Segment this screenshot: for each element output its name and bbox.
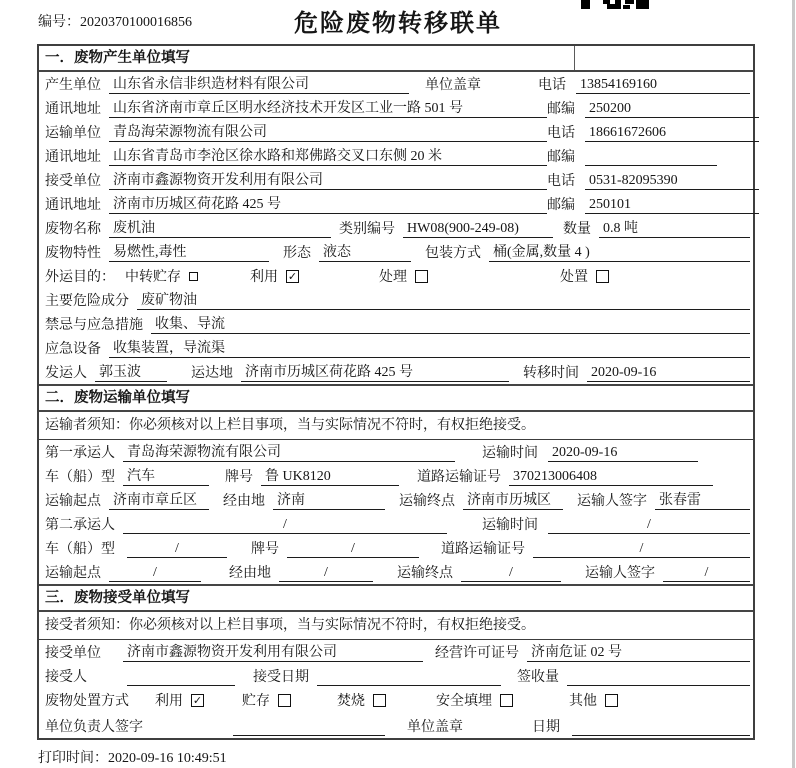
transfer-date-field[interactable]: 2020-09-16 [587,363,750,382]
second-carrier-field[interactable]: / [123,515,447,534]
transporter-postcode-field[interactable] [585,147,717,166]
option-utilize-label: 利用 [250,270,278,285]
main-hazard-row [39,288,753,312]
producer-address-field[interactable]: 山东省济南市章丘区明水经济技术开发区工业一路 501 号 [109,99,547,118]
vehicle-type-2-label: 车（船）型 [45,542,115,557]
via-2-field[interactable]: / [279,563,373,582]
producer-address-row [39,96,753,120]
transfer-date-label: 转移时间 [523,366,579,381]
vehicle-type-field[interactable]: 汽车 [123,467,209,486]
print-time-line [38,747,227,767]
second-carrier-row [39,512,753,536]
destination-label: 运达地 [191,366,233,381]
producer-phone-label: 电话 [538,78,566,93]
transporter-phone-group [547,122,759,142]
transfer-storage-checkbox-icon[interactable] [189,272,198,281]
disposal-method-row [39,688,753,712]
receive-unit-field[interactable]: 济南市鑫源物资开发利用有限公司 [123,643,423,662]
section1-header [39,46,753,72]
first-carrier-label: 第一承运人 [45,446,115,461]
manager-signature-field[interactable] [233,717,385,736]
disposal-storage-checkbox-icon[interactable] [278,694,291,707]
receiver-phone-field[interactable]: 0531-82095390 [585,171,759,190]
disposal-utilize-checkbox-icon[interactable]: ✓ [192,693,203,707]
category-code-field[interactable]: HW08(900-249-08) [403,219,553,238]
option-incinerate-label: 焚烧 [337,694,365,709]
plate-number-label: 牌号 [225,470,253,485]
option-treat-label: 处理 [379,270,407,285]
receiver-address-field[interactable]: 济南市历城区荷花路 425 号 [109,195,547,214]
carrier-signature-label: 运输人签字 [577,494,647,509]
receiver-unit-row [39,168,753,192]
receiver-postcode-field[interactable]: 250101 [585,195,759,214]
origin-2-label: 运输起点 [45,566,101,581]
serial-label: 编号： [38,15,80,30]
receive-date-field[interactable] [317,667,501,686]
section2-header-text: 二．废物运输单位填写 [45,390,190,406]
receiver-phone-group [547,170,759,190]
receiver-phone-label: 电话 [547,174,575,189]
producer-unit-field[interactable]: 山东省永信非织造材料有限公司 [109,75,409,94]
option-transfer-storage[interactable] [125,266,198,286]
receiver-unit-seal-label: 单位盖章 [407,720,463,735]
disposal-method-label: 废物处置方式 [45,694,129,709]
vehicle-type-2-field[interactable]: / [127,539,227,558]
form-state-label: 形态 [283,246,311,261]
endpoint-field[interactable]: 济南市历城区 [463,491,563,510]
waste-name-label: 废物名称 [45,222,101,237]
receiver-postcode-group [547,194,759,214]
transport-date-2-label: 运输时间 [482,518,538,533]
page-right-edge [792,0,795,768]
serial-number: 2020370100016856 [80,15,192,30]
road-permit-label: 道路运输证号 [417,470,501,485]
received-amount-field[interactable] [567,667,750,686]
road-permit-field[interactable]: 370213006408 [509,467,713,486]
transfer-purpose-label: 外运目的： [45,270,115,285]
quantity-label: 数量 [563,222,591,237]
option-other-label: 其他 [569,694,597,709]
origin-label: 运输起点 [45,494,101,509]
vehicle-row [39,464,753,488]
main-hazard-field[interactable]: 废矿物油 [137,291,750,310]
transporter-postcode-group [547,146,759,166]
manager-signature-label: 单位负责人签字 [45,720,143,735]
incinerate-checkbox-icon[interactable] [373,694,386,707]
other-checkbox-icon[interactable] [605,694,618,707]
receive-person-row [39,664,753,688]
endpoint-2-label: 运输终点 [397,566,453,581]
endpoint-2-field[interactable]: / [461,563,561,582]
second-carrier-label: 第二承运人 [45,518,115,533]
transporter-address-label: 通讯地址 [45,150,101,165]
unit-seal-label: 单位盖章 [425,78,481,93]
option-utilize[interactable] [250,266,299,286]
carrier-signature-2-label: 运输人签字 [585,566,655,581]
option-incinerate[interactable] [337,690,386,710]
receiver-address-row [39,192,753,216]
print-time-value: 2020-09-16 10:49:51 [108,751,227,766]
emergency-equipment-row [39,336,753,360]
emergency-measures-field[interactable]: 收集、导流 [151,315,750,334]
via-label: 经由地 [223,494,265,509]
option-other[interactable] [569,690,618,710]
receive-person-label: 接受人 [45,670,87,685]
receive-date-label: 接受日期 [253,670,309,685]
vehicle-2-row [39,536,753,560]
origin-field[interactable]: 济南市章丘区 [109,491,209,510]
road-permit-2-label: 道路运输证号 [441,542,525,557]
producer-phone-field[interactable]: 13854169160 [576,75,750,94]
consignor-label: 发运人 [45,366,87,381]
consignor-field[interactable]: 郭玉波 [95,363,167,382]
transfer-purpose-row [39,264,753,288]
receiver-unit-field[interactable]: 济南市鑫源物资开发利用有限公司 [109,171,547,190]
option-dispose[interactable] [560,266,609,286]
transport-date-2-field[interactable]: / [548,515,750,534]
transporter-address-row [39,144,753,168]
carrier-signature-field[interactable]: 张春雷 [655,491,750,510]
route-row [39,488,753,512]
producer-unit-label: 产生单位 [45,78,101,93]
quantity-field[interactable]: 0.8 吨 [599,219,750,238]
route-2-row [39,560,753,584]
packing-method-label: 包装方式 [425,246,481,261]
endpoint-label: 运输终点 [399,494,455,509]
license-number-field[interactable]: 济南危证 02 号 [527,643,750,662]
option-treat[interactable] [379,266,428,286]
producer-postcode-group [547,98,759,118]
carrier-signature-2-field[interactable]: / [663,563,750,582]
option-safe-landfill-label: 安全填埋 [436,694,492,709]
manifest-form [37,44,755,740]
option-transfer-storage-label: 中转贮存 [125,270,181,285]
road-permit-2-field[interactable]: / [533,539,750,558]
emergency-measures-row [39,312,753,336]
receiver-postcode-label: 邮编 [547,198,575,213]
section1-header-text: 一．废物产生单位填写 [45,50,190,66]
option-dispose-label: 处置 [560,270,588,285]
consignor-row [39,360,753,384]
transporter-unit-label: 运输单位 [45,126,101,141]
vehicle-type-label: 车（船）型 [45,470,115,485]
receive-person-field[interactable] [127,667,235,686]
origin-2-field[interactable]: / [109,563,201,582]
plate-number-field[interactable]: 鲁 UK8120 [261,467,399,486]
license-number-label: 经营许可证号 [435,646,519,661]
transporter-unit-row [39,120,753,144]
date-label: 日期 [532,720,560,735]
producer-phone-group [538,74,750,94]
option-safe-landfill[interactable] [436,690,513,710]
category-code-label: 类别编号 [339,222,395,237]
transport-date-group [482,442,750,462]
waste-name-row [39,216,753,240]
transporter-notice: 运输者须知：你必须核对以上栏目事项，当与实际情况不符时，有权拒绝接受。 [39,412,753,440]
header-divider-line [574,46,575,70]
transport-date-field[interactable]: 2020-09-16 [548,443,698,462]
dispose-checkbox-icon[interactable] [596,270,609,283]
safe-landfill-checkbox-icon[interactable] [500,694,513,707]
treat-checkbox-icon[interactable] [415,270,428,283]
transporter-phone-field[interactable]: 18661672606 [585,123,759,142]
section3-header-text: 三．废物接受单位填写 [45,590,190,606]
waste-property-row [39,240,753,264]
emergency-equipment-label: 应急设备 [45,342,101,357]
form-state-field[interactable]: 液态 [319,243,411,262]
transporter-postcode-label: 邮编 [547,150,575,165]
transporter-unit-field[interactable]: 青岛海荣源物流有限公司 [109,123,547,142]
producer-unit-row [39,72,753,96]
plate-number-2-label: 牌号 [251,542,279,557]
option-disposal-utilize-label: 利用 [155,694,183,709]
producer-address-label: 通讯地址 [45,102,101,117]
option-disposal-utilize[interactable] [155,690,204,710]
waste-property-label: 废物特性 [45,246,101,261]
emergency-equipment-field[interactable]: 收集装置，导流渠 [109,339,750,358]
waste-property-field[interactable]: 易燃性,毒性 [109,243,269,262]
utilize-checkbox-icon[interactable]: ✓ [287,269,298,283]
date-field[interactable] [572,717,750,736]
producer-postcode-field[interactable]: 250200 [585,99,759,118]
section3-header [39,584,753,612]
print-time-label: 打印时间： [38,751,108,766]
transporter-phone-label: 电话 [547,126,575,141]
waste-name-field[interactable]: 废机油 [109,219,331,238]
plate-number-2-field[interactable]: / [287,539,419,558]
first-carrier-field[interactable]: 青岛海荣源物流有限公司 [123,443,455,462]
option-disposal-storage-label: 贮存 [242,694,270,709]
first-carrier-row [39,440,753,464]
receive-unit-row [39,640,753,664]
emergency-measures-label: 禁忌与应急措施 [45,318,143,333]
via-2-label: 经由地 [229,566,271,581]
receiver-unit-label: 接受单位 [45,174,101,189]
packing-method-field[interactable]: 桶(金属,数量 4 ) [489,243,750,262]
page-title: 危险废物转移联单 [294,11,502,37]
producer-postcode-label: 邮编 [547,102,575,117]
received-amount-label: 签收量 [517,670,559,685]
receiver-address-label: 通讯地址 [45,198,101,213]
transport-date-label: 运输时间 [482,446,538,461]
transporter-address-field[interactable]: 山东省青岛市李沧区徐水路和郑佛路交叉口东侧 20 米 [109,147,547,166]
transport-date-2-group [482,514,750,534]
option-disposal-storage[interactable] [242,690,291,710]
manager-signature-row [39,712,753,738]
receive-unit-label: 接受单位 [45,646,101,661]
main-hazard-label: 主要危险成分 [45,294,129,309]
receiver-notice: 接受者须知：你必须核对以上栏目事项，当与实际情况不符时，有权拒绝接受。 [39,612,753,640]
destination-field[interactable]: 济南市历城区荷花路 425 号 [241,363,509,382]
section2-header [39,384,753,412]
via-field[interactable]: 济南 [273,491,385,510]
